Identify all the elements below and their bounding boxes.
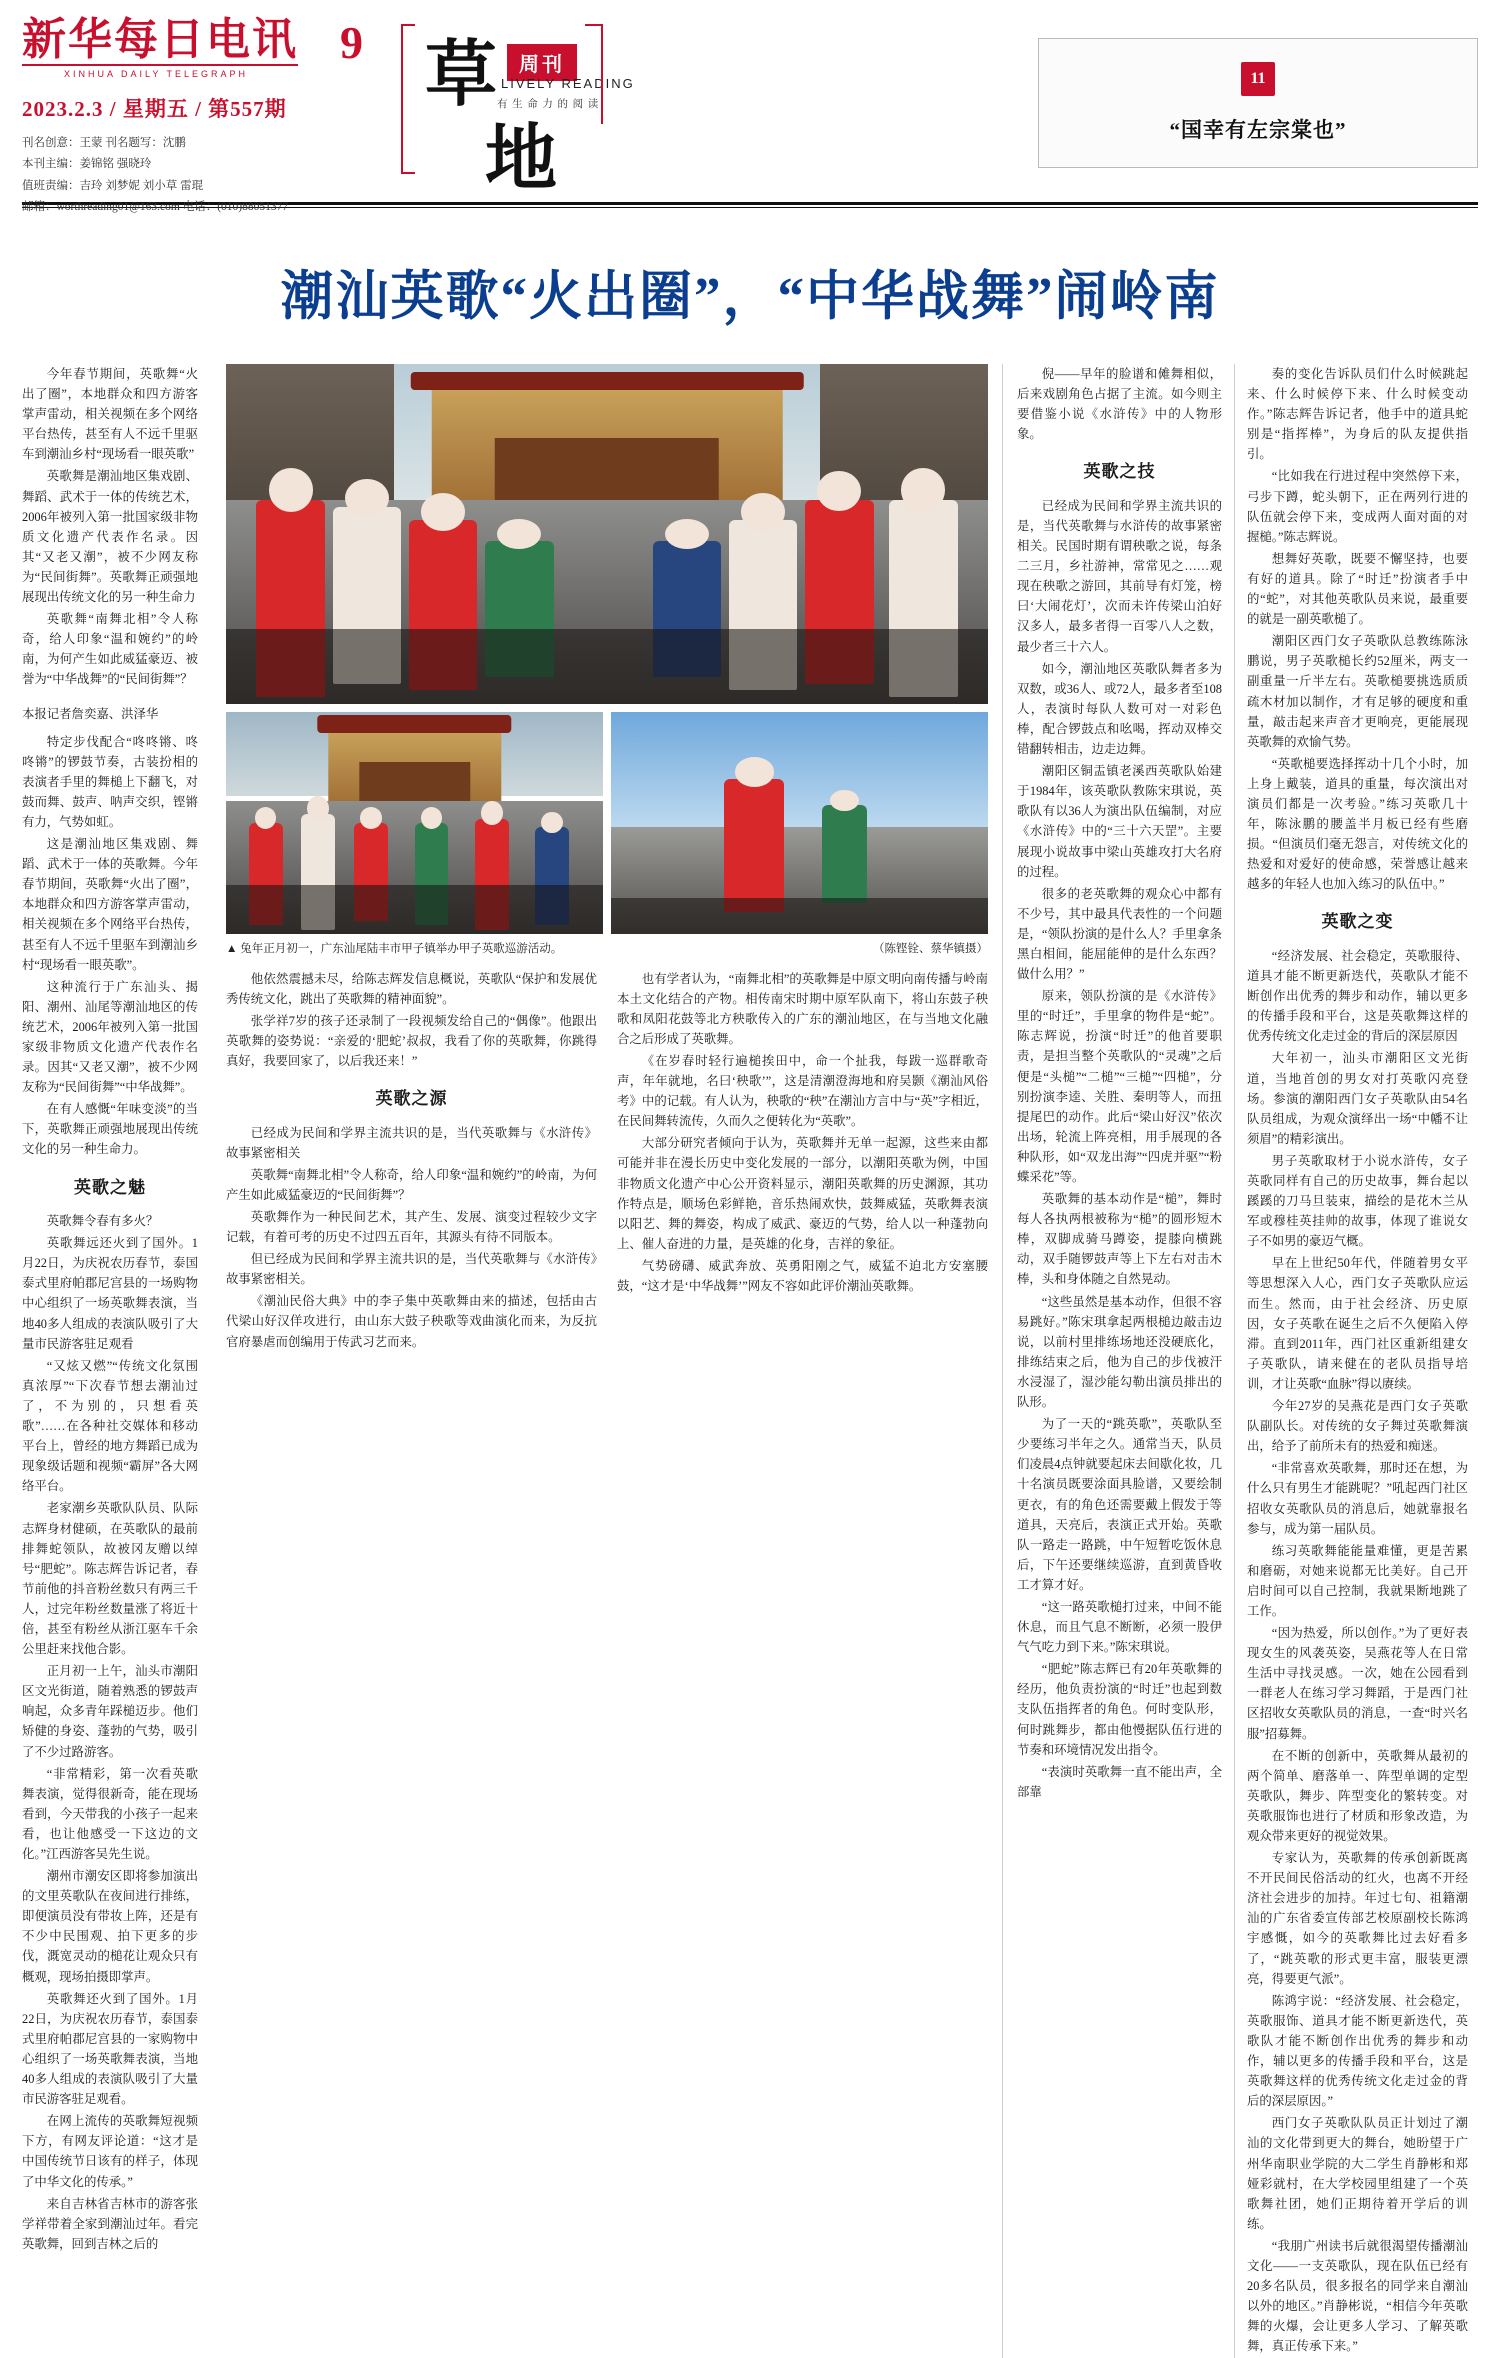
r1-para-1: 倪——早年的脸谱和傩舞相似，后来戏剧角色占据了主流。如今则主要借鉴小说《水浒传》中的人物形象。 xyxy=(1017,367,1222,442)
r1-para-4: 潮阳区铜盂镇老溪西英歌队始建于1984年，该英歌队教陈宋琪说，英歌队有以36人为演出队伍编制，对应《水浒传》中的“三十六天罡”。主要展现小说故事中梁山英雄攻打大名府的过程。 xyxy=(1017,764,1222,879)
logo-frame-right xyxy=(585,24,603,124)
r2-para-12: 练习英歌舞能能量难懂，更是苦累和磨砺，对她来说都无比美好。自己开启时间可以自己控制，我就果断地跳了工作。 xyxy=(1247,1543,1468,1618)
r2-para-9: 早在上世纪50年代，伴随着男女平等思想深入人心，西门女子英歌队应运而生。然而，由于社会经济、历史原因，女子英歌在诞生之后不久便陷入停滞。直到2011年，西门社区重新组建女子英歌队，请来健在的老队员指导培训，才让英歌“血脉”得以赓续。 xyxy=(1247,1256,1468,1391)
secondary-photo-left-art xyxy=(226,712,603,934)
r1-para-12: “表演时英歌舞一直不能出声，全部靠 xyxy=(1017,1764,1222,1799)
r2-para-7: 大年初一，汕头市潮阳区文光街道，当地首创的男女对打英歌闪亮登场。参演的潮阳西门女子英歌队由54名队员组成，为观众演绎出一场“中幡不让须眉”的精彩演出。 xyxy=(1247,1051,1468,1146)
promo-headline: “国幸有左宗棠也” xyxy=(1169,118,1347,142)
mid-col-left xyxy=(226,969,597,1354)
credit-line-2: 本刊主编：姜锦铭 强晓玲 xyxy=(22,158,152,171)
col1-para-8: 老家潮乡英歌队队员、队际志辉身材健硕，在英歌队的最前排舞蛇领队，故被冈友赠以绰号“肥蛇”。陈志辉告诉记者，春节前他的抖音粉丝数只有两三千人，过完年粉丝数量涨了将近十倍，甚至有粉丝从浙江驱车千余公里赶来找他合影。 xyxy=(22,1501,198,1657)
lead-para-2: 英歌舞是潮汕地区集戏剧、舞蹈、武术于一体的传统艺术，2006年被列入第一批国家级非物质文化遗产代表作名录。因其“又老又潮”，被不少网友称为“民间街舞”。英歌舞正顽强地展现出传统文化的另一种生命力 xyxy=(22,469,198,605)
r1-para-2: 已经成为民间和学界主流共识的是，当代英歌舞与水浒传的故事紧密相关。民国时期有谓秧歌之说，每条二三月，乡社游神，常常见之……观现在秧歌之游回，其前导有灯笼，榜曰‘大闹花灯’，次而未许传梁山泊好汉多人，最多者得一百零八人之数，最少者三十六人。 xyxy=(1017,498,1222,654)
photo-sky xyxy=(611,712,988,827)
r1-para-5: 很多的老英歌舞的观众心中都有不少号，其中最具代表性的一个问题是，“领队扮演的是什么人？手里拿条黑白相间，能屈能伸的是什么东西？做什么用？” xyxy=(1017,886,1222,982)
logo-char-bottom: 地 xyxy=(485,119,558,199)
section-heading-3: 英歌之技 xyxy=(1083,462,1156,482)
issue-date: 2023.2.3 / 星期五 / 第557期 xyxy=(22,97,287,121)
r2-para-1: 奏的变化告诉队员们什么时候跳起来、什么时候停下来、什么时候变动作。”陈志辉告诉记者，他手中的道具蛇别是“指挥棒”，为身后的队友提供指引。 xyxy=(1247,367,1468,462)
col1-para-12: 英歌舞还火到了国外。1月22日，为庆祝农历春节，泰国泰式里府帕郡尼宫县的一家购物中心组织了一场英歌舞表演，当地40多人组成的表演队吸引了大量市民游客驻足观看。 xyxy=(22,1991,198,2107)
masthead-left xyxy=(22,14,322,218)
masthead xyxy=(22,14,1478,213)
masthead-credits xyxy=(22,133,322,218)
logo-english: LIVELY READING xyxy=(501,76,635,91)
r2-para-4: 潮阳区西门女子英歌队总教练陈泳鹏说，男子英歌槌长约52厘米，两支一副重量一斤半左右。英歌槌要挑选质质疏木材加以制作，才有足够的硬度和重量，敲击起来声音才更响亮，更能展现英歌舞的欢愉气势。 xyxy=(1247,634,1468,749)
article-headline: 潮汕英歌“火出圈”，“中华战舞”闹岭南 xyxy=(280,268,1220,326)
photo-caption-text: ▲ 兔年正月初一，广东汕尾陆丰市甲子镇举办甲子英歌巡游活动。 xyxy=(226,943,563,955)
column-photos xyxy=(212,364,1002,2358)
section-heading-4: 英歌之变 xyxy=(1321,912,1394,932)
col1-para-10: “非常精彩，第一次看英歌舞表演，觉得很新奇，能在现场看到，今天带我的小孩子一起来看，也让他感受一下这边的文化。”江西游客吴先生说。 xyxy=(22,1766,198,1861)
col1-para-11: 潮州市潮安区即将参加演出的文里英歌队在夜间进行排练，即便演员没有带妆上阵，还是有不少中民围观、拍下更多的步伐，溉宽灵动的槌花让观众只有概观，现场拍摄即掌声。 xyxy=(22,1869,198,1984)
promo-box[interactable] xyxy=(1038,38,1478,168)
column-right-1 xyxy=(1002,364,1234,2358)
r2-para-10: 今年27岁的吴燕花是西门女子英歌队副队长。对传统的女子舞过英歌舞演出，给予了前所未有的热爱和痴迷。 xyxy=(1247,1399,1468,1454)
mid-para-2: 张学祥7岁的孩子还录制了一段视频发给自己的“偶像”。他跟出英歌舞的姿势说：“亲爱的‘肥蛇’叔叔，我看了你的英歌舞，你跳得真好，我要回家了，以后我还来！” xyxy=(226,1013,597,1068)
publication-title: 新华每日电讯 xyxy=(22,15,298,64)
column-right-2 xyxy=(1234,364,1468,2358)
main-photo-art xyxy=(226,364,988,704)
r1-para-10: “这一路英歌槌打过来，中间不能休息，而且气息不断断，必须一股伊气气吃力到下来。”陈宋琪说。 xyxy=(1017,1599,1222,1655)
r1-para-11: “肥蛇”陈志辉已有20年英歌舞的经历，他负责扮演的“时迁”也起到数支队伍指挥者的角色。何时变队形，何时跳舞步，都由他慢据队伍行进的节奏和环境情况发出指令。 xyxy=(1017,1662,1222,1757)
supplement-logo xyxy=(389,14,639,199)
section-heading-2: 英歌之源 xyxy=(375,1089,448,1109)
secondary-photo-left xyxy=(226,712,603,934)
photo-caption xyxy=(226,940,988,959)
r2-para-16: 陈鸿宇说：“经济发展、社会稳定，英歌服饰、道具才能不断更新迭代，英歌队才能不断创作出优秀的舞步和动作，辅以更多的传播手段和平台，这是英歌舞这样的优秀传统文化走过金的背后的深层原因。” xyxy=(1247,1993,1468,2109)
col1-para-5: 英歌舞令春有多火？ xyxy=(46,1214,159,1229)
col1-para-3: 这种流行于广东汕头、揭阳、潮州、汕尾等潮汕地区的传统艺术，2006年被列入第一批国家级非物质文化遗产代表作名录。因其“又老又潮”，被不少网友称为“民间街舞”“中华战舞”。 xyxy=(22,979,198,1095)
logo-badge: 周刊 xyxy=(507,44,577,81)
r2-para-14: 在不断的创新中，英歌舞从最初的两个简单、磨落单一、阵型单调的定型英歌队，舞步、阵型变化的繁转变。对英歌服饰也进行了材质和形象改造，为观众带来更好的视觉效果。 xyxy=(1247,1748,1468,1843)
photo-temple xyxy=(328,721,501,810)
r1-para-8: “这些虽然是基本动作，但很不容易跳好。”陈宋琪拿起两根槌边敲击边说，以前村里排练场地还没硬底化，排练结束之后，他为自己的步伐被汗水浸湿了，湿沙能勾勒出演员排出的队形。 xyxy=(1017,1294,1222,1410)
secondary-photo-right xyxy=(611,712,988,934)
photo-temple xyxy=(432,378,783,514)
photo-crowd xyxy=(226,885,603,934)
byline: 本报记者詹奕嘉、洪泽华 xyxy=(22,706,159,721)
main-photo xyxy=(226,364,988,704)
r2-para-15: 专家认为，英歌舞的传承创新既离不开民间民俗活动的红火，也离不开经济社会进步的加持。年过七旬、祖籍潮汕的广东省委宣传部艺校原副校长陈鸿宇感慨，如今的英歌舞比过去好看多了，“跳英歌的形式更丰富，服装更漂亮，得要更气派”。 xyxy=(1247,1851,1468,1986)
logo-frame-left xyxy=(401,24,415,174)
mid-para-8: 也有学者认为，“南舞北相”的英歌舞是中原文明向南传播与岭南本土文化结合的产物。相传南宋时期中原军队南下，将山东鼓子秧歌和凤阳花鼓等北方秧歌传入的广东的潮汕地区，在与当地文化融合之后形成了英歌舞。 xyxy=(617,971,988,1046)
article-body xyxy=(22,364,1478,2358)
col1-para-13: 在网上流传的英歌舞短视频下方，有网友评论道：“这才是中国传统节日该有的样子，体现了中华文化的传承。” xyxy=(22,2114,198,2189)
credit-line-4: 邮箱：worthreading01@163.com 电话：(010)88051377 xyxy=(22,200,289,213)
credit-line-3: 值班责编：吉玲 刘梦妮 刘小草 雷琨 xyxy=(22,179,204,192)
r2-para-6: “经济发展、社会稳定，英歌服待、道具才能不断更新迭代，英歌队才能不断创作出优秀的舞步和动作，辅以更多的传播手段和平台，这是英歌舞这样的优秀传统文化走过金的背后的深层原因 xyxy=(1247,948,1468,1044)
photo-dancer xyxy=(724,779,784,912)
mid-col-right xyxy=(617,969,988,1354)
col1-para-1: 特定步伐配合“咚咚锵、咚咚锵”的锣鼓节奏，古装扮相的表演者手里的舞槌上下翻飞，对鼓而舞、鼓声、呐声交织，铿锵有力，气势如虹。 xyxy=(22,734,198,829)
photo-row xyxy=(226,712,988,934)
photo-dancer xyxy=(822,805,867,903)
mid-para-10: 大部分研究者倾向于认为，英歌舞并无单一起源，这些来由都可能并非在漫长历史中变化发展的一部分，以潮阳英歌为例，中国非物质文化遗产中心公开资料显示，潮阳英歌舞的历史渊源，其功作特点是，顺场色彩鲜艳，音乐热闹欢快，鼓舞威猛，英歌舞表演以阳艺、舞的舞姿，构成了威武、豪迈的气势，给人以一种蓬勃向上、催人奋进的力量，是英雄的化身，吉祥的象征。 xyxy=(617,1136,988,1251)
credit-line-1: 刊名创意：王蒙 刊名题写：沈鹏 xyxy=(22,137,186,149)
r2-para-2: “比如我在行进过程中突然停下来，弓步下蹲，蛇头朝下，正在两列行进的队伍就会停下来，变成两人面对面的对握槌。”陈志辉说。 xyxy=(1247,469,1468,544)
lead-para-1: 今年春节期间，英歌舞“火出了圈”，本地群众和四方游客掌声雷动，相关视频在多个网络平台热传，甚至有人不远千里驱车到潮汕乡村“现场看一眼英歌” xyxy=(22,367,198,462)
photo-crowd xyxy=(611,898,988,934)
secondary-photo-right-art xyxy=(611,712,988,934)
photo-credit: （陈铿铨、蔡华镇摄） xyxy=(873,943,988,955)
r2-para-13: “因为热爱，所以创作。”为了更好表现女生的风袭英姿，吴燕花等人在日常生活中寻找灵感。一次，她在公园看到一群老人在练习学习舞蹈，于是西门社区招收女英歌队员的消息，一查“时兴名服”招募舞。 xyxy=(1247,1626,1468,1741)
col1-para-9: 正月初一上午，汕头市潮阳区文光街道，随着熟悉的锣鼓声响起，众多青年踩槌迈步。他们矫健的身姿、蓬勃的气势，吸引了不少过路游客。 xyxy=(22,1664,198,1759)
col1-para-4: 在有人感慨“年味变淡”的当下，英歌舞正顽强地展现出传统文化的另一种生命力。 xyxy=(22,1102,198,1157)
mid-para-7: 《潮汕民俗大典》中的李子集中英歌舞由来的描述，包括由古代梁山好汉佯攻进行，由山东大鼓子秧歌等戏曲演化而来，为反抗官府暴虐而创编用于传武习艺而来。 xyxy=(226,1294,597,1349)
logo-char-top: 草 xyxy=(425,35,498,115)
col1-para-14: 来自吉林省吉林市的游客张学祥带着全家到潮汕过年。看完英歌舞，回到吉林之后的 xyxy=(22,2196,198,2251)
r2-para-5: “英歌槌要选择挥动十几个小时，加上身上戴装，道具的重量，每次演出对演员们都是一次考验。”练习英歌几十年，陈泳鹏的腰盖半月板已经有些磨损。“但演员们毫无怨言，对传统文化的热爱和对爱好的使命感，荣誉感让越来越多的年轻人也加入练习的队伍中。” xyxy=(1247,756,1468,892)
page-number: 9 xyxy=(340,17,363,68)
mid-para-9: 《在岁春时轻行遍槌挨田中，命一个扯我，每跋一巡群歌奇声，年年就地，名曰‘秧歌’”，这是清潮澄海地和府吴颢《潮汕风俗考》中的记载。有人认为，秧歌的“秧”在潮汕方言中与“英”字相近，在民间舞转流传，久而久之便转化为“英歌”。 xyxy=(617,1054,988,1129)
mid-para-6: 但已经成为民间和学界主流共识的是，当代英歌舞与《水浒传》故事紧密相关。 xyxy=(226,1252,597,1287)
publication-pinyin: XINHUA DAILY TELEGRAPH xyxy=(63,69,249,79)
col1-para-2: 这是潮汕地区集戏剧、舞蹈、武术于一体的英歌舞。今年春节期间，英歌舞“火出了圈”，本地群众和四方游客掌声雷动，相关视频在多个网络平台热传，甚至有人不远千里驱车到潮汕乡村“现场看一眼英歌”。 xyxy=(22,837,198,972)
r2-para-8: 男子英歌取材于小说水浒传，女子英歌同样有自己的历史故事，舞台起以蹊蹊的刀马旦装束，描绘的是花木兰从军或穆桂英挂帅的故事，体现了谁说女子不如男的豪迈气概。 xyxy=(1247,1153,1468,1249)
mid-para-11: 气势磅礴、威武奔放、英勇阳刚之气，威猛不迫北方安塞腰鼓，“这才是‘中华战舞’”网友不容如此评价潮汕英歌舞。 xyxy=(617,1258,988,1294)
r1-para-3: 如今，潮汕地区英歌队舞者多为双数，或36人、或72人，最多者至108人，表演时每队人数可对一对彩色棒，配合锣鼓点和吆喝，挥动双棒交错翻转相击，边走边舞。 xyxy=(1017,661,1222,757)
col1-para-6: 英歌舞远还火到了国外。1月22日，为庆祝农历春节，泰国泰式里府帕郡尼宫县的一场购物中心组织了一场英歌舞表演，当地40多人组成的表演队吸引了大量市民游客驻足观看 xyxy=(22,1236,198,1351)
photo-crowd xyxy=(226,629,988,704)
column-lead xyxy=(22,364,212,2358)
mid-para-4: 英歌舞“南舞北相”令人称奇，给人印象“温和婉约”的岭南，为何产生如此威猛豪迈的“民间街舞”？ xyxy=(226,1167,597,1202)
lead-para-3: 英歌舞“南舞北相”令人称奇，给人印象“温和婉约”的岭南，为何产生如此威猛豪迈、被誉为“中华战舞”的“民间街舞”？ xyxy=(22,612,198,687)
r2-para-17: 西门女子英歌队队员正计划过了潮汕的文化带到更大的舞台，她盼望于广州华南职业学院的大二学生肖静彬和郑娅彩就村，在大学校园里组建了一个英歌舞社团，她们正期待着开学后的训练。 xyxy=(1247,2116,1468,2231)
r1-para-6: 原来，领队扮演的是《水浒传》里的“时迁”，手里拿的物件是“蛇”。陈志辉说，扮演“时迁”的他首要职责，是担当整个英歌队的“灵魂”之后便是“头槌”“二槌”“三槌”“四槌”，分别扮演李逵、关胜、秦明等人，而扭提尾巴的动作。此后“梁山好汉”依次出场，轮流上阵亮相，用手展现的各种队形，如“双龙出海”“四虎并驱”“粉蝶采花”等。 xyxy=(1017,989,1222,1184)
r2-para-11: “非常喜欢英歌舞，那时还在想，为什么只有男生才能跳呢？”吼起西门社区招收女英歌队员的消息后，她就靠报名参与，成为第一届队员。 xyxy=(1247,1461,1468,1536)
r2-para-18: “我朋广州读书后就很渴望传播潮汕文化——一支英歌队，现在队伍已经有20多名队员，很多报名的同学来自潮汕以外的地区。”肖静彬说，“相信今年英歌舞的火爆，会让更多人学习、了解英歌舞，真正传承下来。” xyxy=(1247,2238,1468,2354)
mid-para-5: 英歌舞作为一种民间艺术，其产生、发展、演变过程较少文字记载，有着可考的历史不过四五百年，其源头有待不同版本。 xyxy=(226,1210,597,1245)
r2-para-3: 想舞好英歌，既要不懈坚持，也要有好的道具。除了“时迁”扮演者手中的“蛇”，对其他英歌队员来说，最重要的就是一副英歌槌了。 xyxy=(1247,551,1468,627)
col1-para-7: “又炫又燃”“传统文化氛围真浓厚”“下次春节想去潮汕过了，不为别的，只想看英歌”……在各种社交媒体和移动平台上，曾经的地方舞蹈已成为现象级话题和视频“霸屏”各大网络平台。 xyxy=(22,1358,198,1494)
logo-subtitle: 有 生 命 力 的 阅 读 xyxy=(497,99,600,110)
mid-para-1: 他依然震撼未尽，给陈志辉发信息概说，英歌队“保护和发展优秀传统文化，跳出了英歌舞的精神面貌”。 xyxy=(226,971,597,1006)
mid-text-columns xyxy=(226,969,988,1354)
mid-para-3: 已经成为民间和学界主流共识的是，当代英歌舞与《水浒传》故事紧密相关 xyxy=(226,1125,597,1160)
promo-page-badge: 11 xyxy=(1241,62,1275,96)
section-heading-1: 英歌之魅 xyxy=(74,1177,146,1197)
r1-para-7: 英歌舞的基本动作是“槌”，舞时每人各执两根被称为“槌”的圆形短木棒，双脚成骑马蹲姿，提膝向横跳动，双手随锣鼓声等上下左右对击木棒，头和身体随之自然晃动。 xyxy=(1017,1192,1222,1287)
r1-para-9: 为了一天的“跳英歌”，英歌队至少要练习半年之久。通常当天，队员们凌晨4点钟就要起床去间歇化妆，几十名演员既要涂面具脸谱，又要绘制更衣，有的角色还需要戴上假发于等道具，天亮后，表演正式开始。英歌队一路走一路跳，中午短暂吃饭休息后，下午还要继续巡游，直到黄昏收工才算才好。 xyxy=(1017,1417,1222,1592)
